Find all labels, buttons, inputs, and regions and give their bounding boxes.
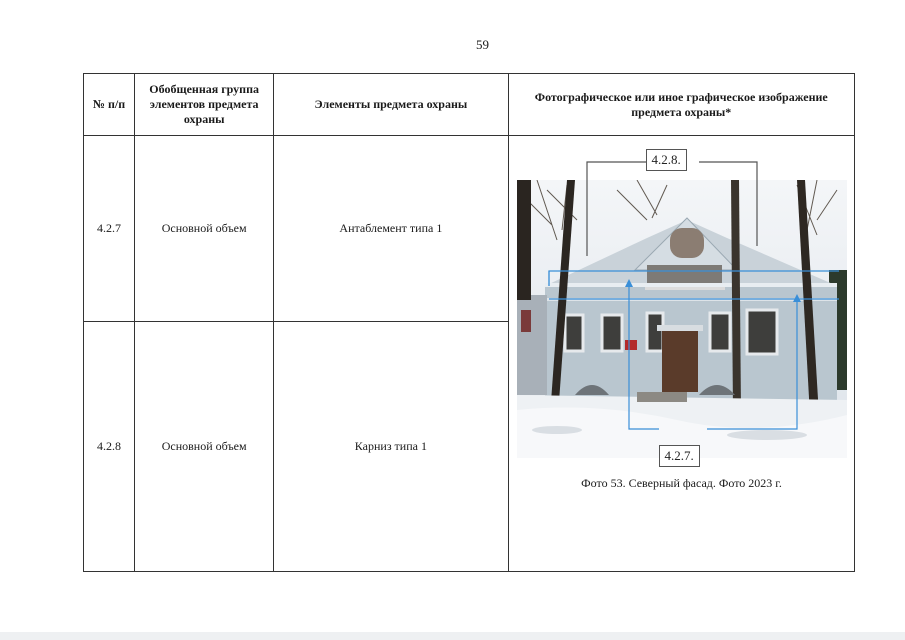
scan-edge [0,632,905,640]
row-number: 4.2.8 [84,321,135,571]
header-number: № п/п [84,74,135,136]
row-element: Карниз типа 1 [274,321,508,571]
header-group: Обобщенная группа элементов предмета охраны [135,74,274,136]
row-group: Основной объем [135,321,274,571]
callout-4-2-8: 4.2.8. [646,149,687,171]
row-element: Антаблемент типа 1 [274,136,508,322]
header-elements: Элементы предмета охраны [274,74,508,136]
row-number: 4.2.7 [84,136,135,322]
photo-caption: Фото 53. Северный фасад. Фото 2023 г. [581,476,782,490]
table-header-row [84,74,855,136]
callout-leader-lines [509,136,855,571]
table-row [84,136,855,322]
callout-4-2-7: 4.2.7. [659,445,700,467]
photo-cell [508,136,854,572]
page-number: 59 [476,37,489,52]
header-image: Фотографическое или иное графическое изображение предмета охраны* [508,74,854,136]
row-group: Основной объем [135,136,274,322]
protection-elements-table [83,73,855,572]
